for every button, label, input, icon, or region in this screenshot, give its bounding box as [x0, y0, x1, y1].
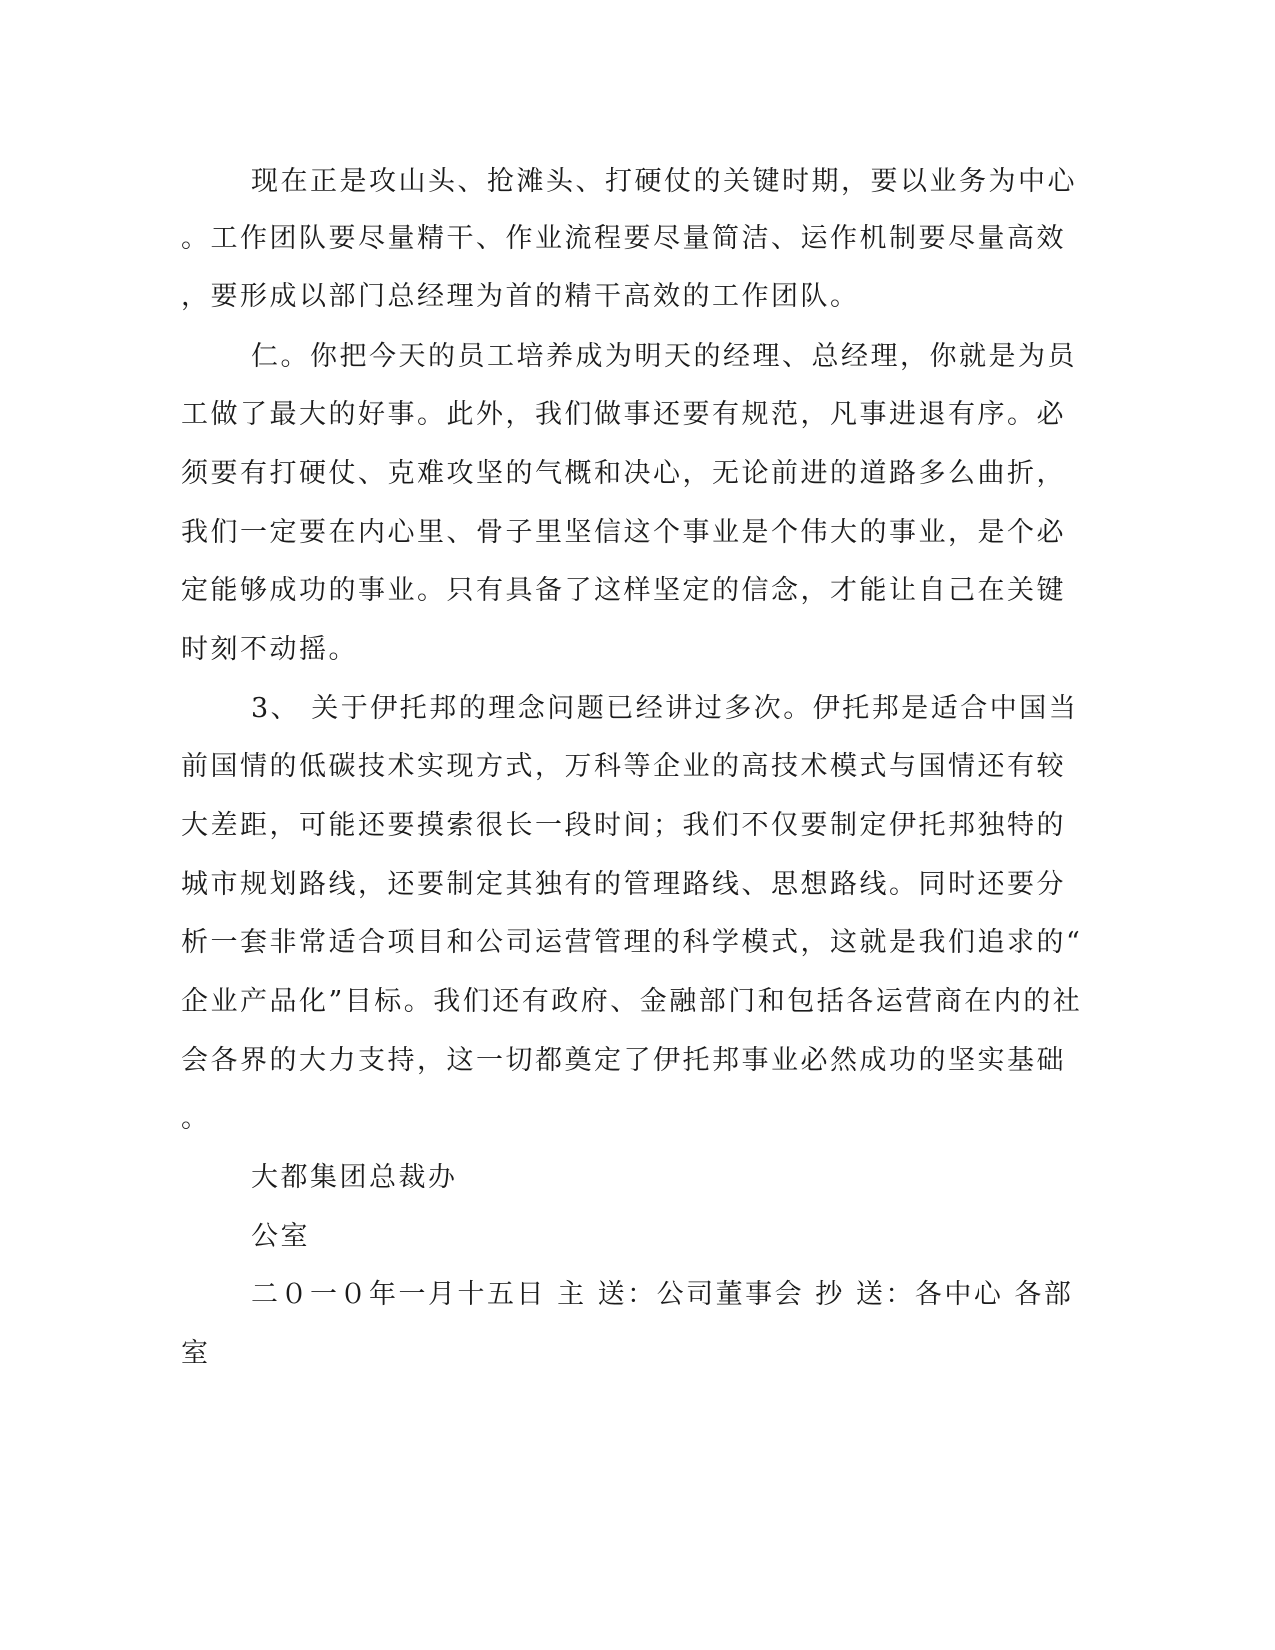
paragraph-3-line-3: 大差距，可能还要摸索很长一段时间；我们不仅要制定伊托邦独特的	[181, 810, 1066, 841]
paragraph-2-line-6: 时刻不动摇。	[181, 634, 358, 665]
distribution-line-2: 室	[181, 1338, 211, 1369]
paragraph-2-line-1: 仁。你把今天的员工培养成为明天的经理、总经理，你就是为员	[251, 341, 1077, 372]
paragraph-3-line-4: 城市规划路线，还要制定其独有的管理路线、思想路线。同时还要分	[181, 869, 1066, 900]
paragraph-3-line-1: 3、 关于伊托邦的理念问题已经讲过多次。伊托邦是适合中国当	[251, 693, 1079, 724]
paragraph-2-line-5: 定能够成功的事业。只有具备了这样坚定的信念，才能让自己在关键	[181, 575, 1066, 606]
paragraph-3-line-2: 前国情的低碳技术实现方式，万科等企业的高技术模式与国情还有较	[181, 751, 1066, 782]
issuer-line-2: 公室	[251, 1221, 310, 1252]
issuer-line-1: 大都集团总裁办	[251, 1162, 458, 1193]
paragraph-2-line-3: 须要有打硬仗、克难攻坚的气概和决心，无论前进的道路多么曲折，	[181, 458, 1066, 489]
paragraph-2-line-4: 我们一定要在内心里、骨子里坚信这个事业是个伟大的事业，是个必	[181, 517, 1066, 548]
paragraph-1-line-2: 。工作团队要尽量精干、作业流程要尽量简洁、运作机制要尽量高效	[181, 223, 1066, 254]
paragraph-1-line-1: 现在正是攻山头、抢滩头、打硬仗的关键时期，要以业务为中心	[251, 166, 1077, 197]
paragraph-3-line-8: 。	[181, 1103, 211, 1134]
distribution-line-1: 二０一０年一月十五日 主 送：公司董事会 抄 送：各中心 各部	[251, 1279, 1074, 1310]
paragraph-3-line-7: 会各界的大力支持，这一切都奠定了伊托邦事业必然成功的坚实基础	[181, 1045, 1066, 1076]
paragraph-3-line-6: 企业产品化”目标。我们还有政府、金融部门和包括各运营商在内的社	[181, 986, 1083, 1017]
paragraph-2-line-2: 工做了最大的好事。此外，我们做事还要有规范，凡事进退有序。必	[181, 399, 1066, 430]
paragraph-1-line-3: ，要形成以部门总经理为首的精干高效的工作团队。	[181, 281, 860, 312]
paragraph-3-line-5: 析一套非常适合项目和公司运营管理的科学模式，这就是我们追求的“	[181, 927, 1083, 958]
